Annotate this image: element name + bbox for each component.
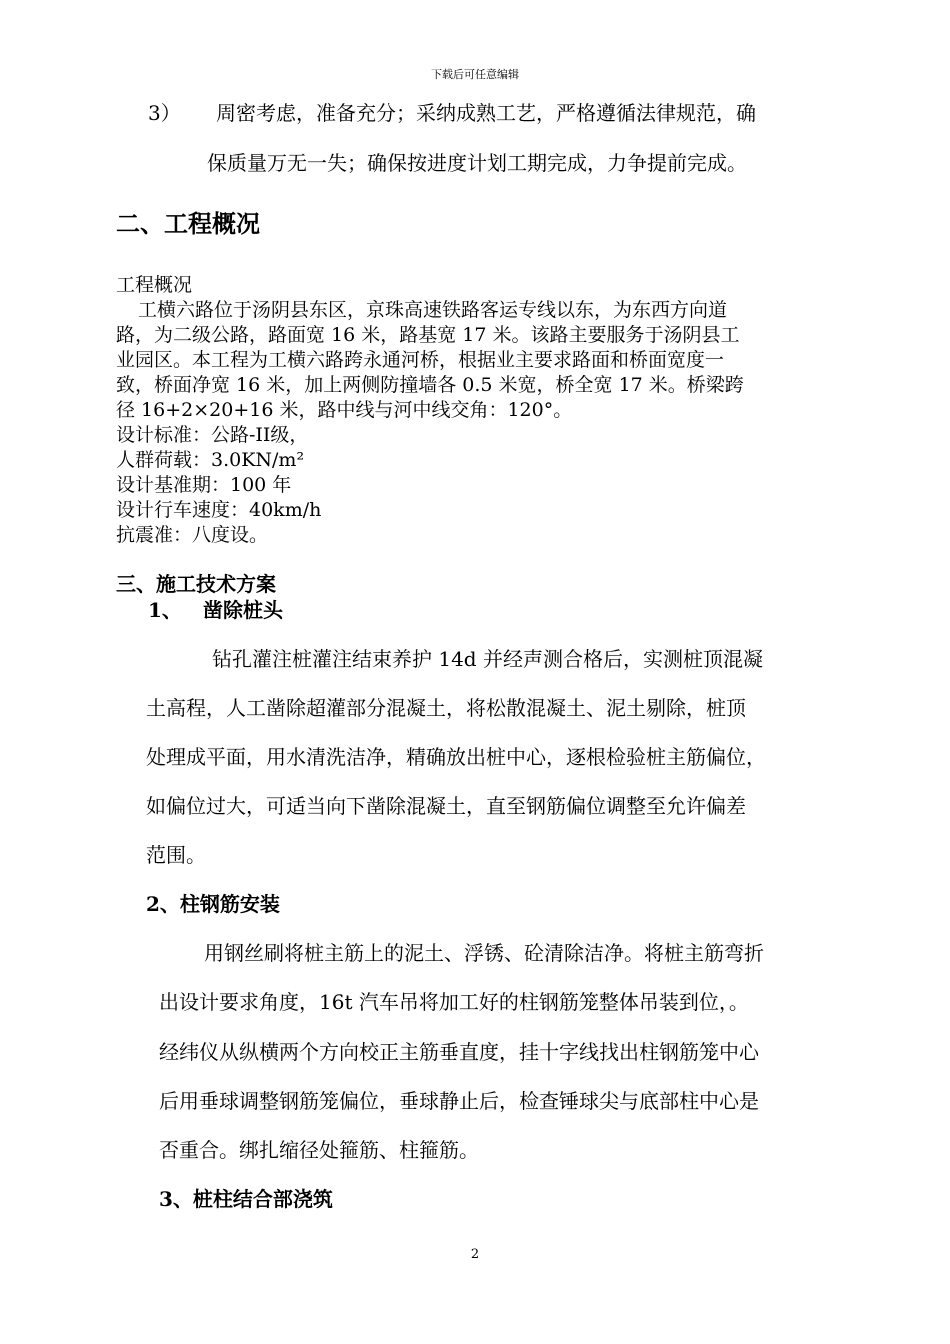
intro-line-2: 保质量万无一失；确保按进度计划工期完成，力争提前完成。 [207,151,747,175]
section-2-subtitle: 工程概况 [116,274,193,296]
item-1-line-1: 钻孔灌注桩灌注结束养护 14d 并经声测合格后，实测桩顶混凝 [212,647,763,671]
design-standard: 设计标准：公路-II级， [116,424,309,446]
design-period: 设计基准期：100 年 [116,474,292,496]
section-2-line-5: 径 16+2×20+16 米，路中线与河中线交角：120°。 [116,399,573,421]
item-2-title: 2、柱钢筋安装 [146,892,280,916]
section-2-title: 二、工程概况 [116,209,260,238]
item-2-line-4: 后用垂球调整钢筋笼偏位，垂球静止后，检查锤球尖与底部柱中心是 [159,1089,759,1113]
intro-line-1: 周密考虑，准备充分；采纳成熟工艺，严格遵循法律规范，确 [216,101,756,125]
page-number: 2 [470,1247,480,1262]
item-1-line-5: 范围。 [146,843,206,867]
intro-number: 3） [148,101,181,125]
item-2-line-1: 用钢丝刷将桩主筋上的泥土、浮锈、砼清除洁净。将桩主筋弯折 [204,941,764,965]
section-2-line-3: 业园区。本工程为工横六路跨永通河桥，根据业主要求路面和桥面宽度一 [116,349,725,371]
item-1-title: 凿除桩头 [203,598,283,622]
design-speed: 设计行车速度：40km/h [116,499,322,521]
item-1-line-4: 如偏位过大，可适当向下凿除混凝土，直至钢筋偏位调整至允许偏差 [146,794,746,818]
item-2-line-5: 否重合。绑扎缩径处箍筋、柱箍筋。 [159,1138,479,1162]
seismic: 抗震准：八度设。 [116,524,269,546]
item-2-line-2: 出设计要求角度，16t 汽车吊将加工好的柱钢筋笼整体吊装到位，。 [159,990,749,1014]
item-1-line-2: 土高程，人工凿除超灌部分混凝土，将松散混凝土、泥土剔除，桩顶 [146,696,746,720]
item-2-line-3: 经纬仪从纵横两个方向校正主筋垂直度，挂十字线找出柱钢筋笼中心 [159,1040,759,1064]
page-header: 下载后可任意编辑 [431,68,519,81]
item-3-title: 3、桩柱结合部浇筑 [159,1187,333,1211]
section-2-line-4: 致，桥面净宽 16 米，加上两侧防撞墙各 0.5 米宽，桥全宽 17 米。桥梁跨 [116,374,744,396]
item-1-number: 1、 [148,598,182,622]
item-1-line-3: 处理成平面，用水清洗洁净，精确放出桩中心，逐根检验桩主筋偏位， [146,745,766,769]
crowd-load: 人群荷载：3.0KN/m² [116,449,305,471]
section-2-line-1: 工横六路位于汤阴县东区，京珠高速铁路客运专线以东，为东西方向道 [138,299,728,321]
section-3-title: 三、施工技术方案 [116,572,276,596]
section-2-line-2: 路，为二级公路，路面宽 16 米，路基宽 17 米。该路主要服务于汤阴县工 [116,324,740,346]
